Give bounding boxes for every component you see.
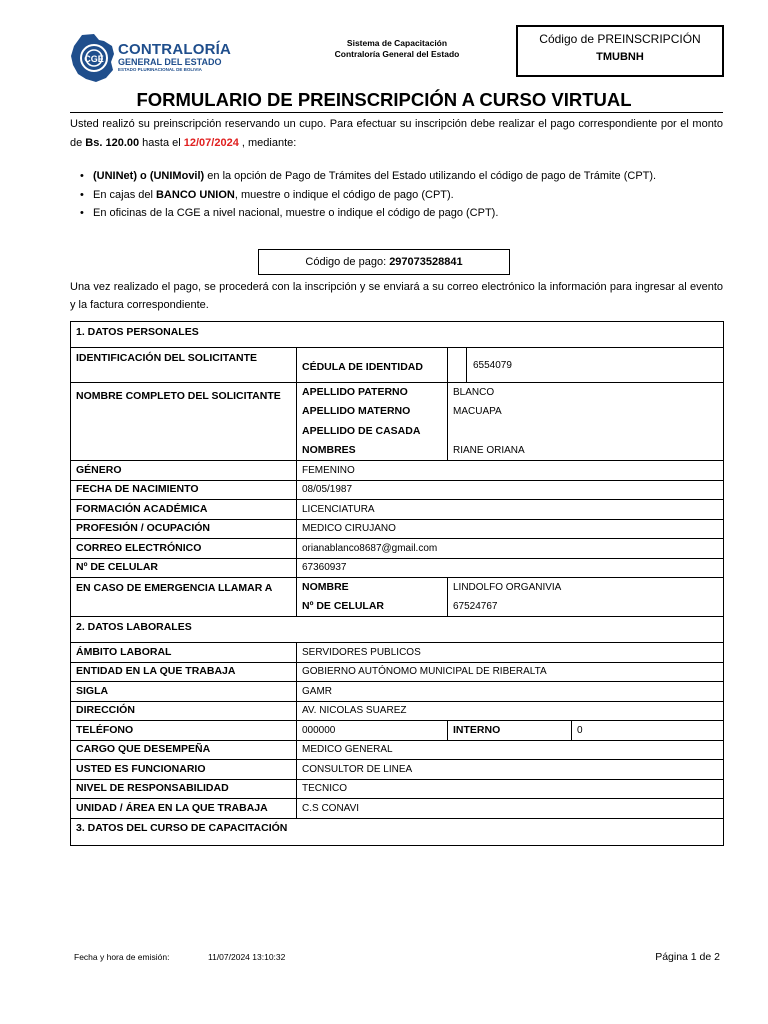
after-payment-text: Una vez realizado el pago, se procederá con la inscripción y se enviará a su correo electrónico la información para ingresar al evento y la factura correspondiente. [70, 281, 723, 311]
entity-value: GOBIERNO AUTÓNOMO MUNICIPAL DE RIBERALTA [297, 662, 724, 682]
system-name [322, 38, 472, 60]
emergency-phone-value: 67524767 [448, 597, 724, 617]
nombres-value: RIANE ORIANA [448, 441, 724, 461]
registration-form-table [70, 321, 724, 846]
unit-value: C.S CONAVI [297, 799, 724, 819]
section-personal-title: 1. DATOS PERSONALES [71, 322, 724, 348]
position-value: MEDICO GENERAL [297, 740, 724, 760]
intro-text-2: hasta el [139, 136, 184, 149]
paterno-label: APELLIDO PATERNO [297, 383, 448, 403]
birthdate-label: FECHA DE NACIMIENTO [71, 480, 297, 500]
position-label: CARGO QUE DESEMPEÑA [71, 740, 297, 760]
official-value: CONSULTOR DE LINEA [297, 760, 724, 780]
phone-value: 000000 [297, 721, 448, 741]
emergency-name-value: LINDOLFO ORGANIVIA [448, 578, 724, 598]
issued-label: Fecha y hora de emisión: [74, 952, 170, 962]
system-line-2: Contraloría General del Estado [334, 49, 460, 59]
casada-value [448, 422, 724, 442]
work-scope-label: ÁMBITO LABORAL [71, 643, 297, 663]
entity-label: ENTIDAD EN LA QUE TRABAJA [71, 662, 297, 682]
preinscription-code-label: Código de PREINSCRIPCIÓN [539, 32, 701, 46]
issued-value: 11/07/2024 13:10:32 [208, 952, 286, 962]
materno-label: APELLIDO MATERNO [297, 402, 448, 422]
payment-code-label: Código de pago: [305, 256, 390, 268]
address-value: AV. NICOLAS SUAREZ [297, 701, 724, 721]
id-value: 6554079 [473, 359, 512, 371]
id-type: CÉDULA DE IDENTIDAD [297, 348, 448, 383]
list-item: • En oficinas de la CGE a nivel nacional, muestre o indique el código de pago (CPT). [80, 204, 720, 223]
responsibility-label: NIVEL DE RESPONSABILIDAD [71, 779, 297, 799]
section-course-title: 3. DATOS DEL CURSO DE CAPACITACIÓN [71, 818, 724, 845]
nombres-label: NOMBRES [297, 441, 448, 461]
payment-deadline: 12/07/2024 [183, 136, 239, 149]
list-item: • En cajas del BANCO UNION, muestre o indique el código de pago (CPT). [80, 186, 720, 205]
extension-value: 0 [572, 721, 724, 741]
section-work-title: 2. DATOS LABORALES [71, 617, 724, 643]
fullname-label: NOMBRE COMPLETO DEL SOLICITANTE [71, 383, 297, 461]
id-label: IDENTIFICACIÓN DEL SOLICITANTE [71, 348, 297, 383]
logo-tiny-text: ESTADO PLURINACIONAL DE BOLIVIA [118, 67, 202, 72]
page-number: Página 1 de 2 [655, 951, 720, 963]
address-label: DIRECCIÓN [71, 701, 297, 721]
title-divider [70, 112, 723, 113]
email-value: orianablanco8687@gmail.com [297, 539, 724, 559]
payment-amount: Bs. 120.00 [85, 136, 140, 149]
education-label: FORMACIÓN ACADÉMICA [71, 500, 297, 520]
preinscription-code-box [516, 25, 724, 77]
responsibility-value: TECNICO [297, 779, 724, 799]
mobile-label: Nº DE CELULAR [71, 558, 297, 578]
intro-text-1: Usted realizó su preinscripción reservando un cupo. Para efectuar su inscripción debe realizar el pago correspondiente por el monto de [70, 118, 723, 149]
emergency-name-label: NOMBRE [297, 578, 448, 598]
birthdate-value: 08/05/1987 [297, 480, 724, 500]
official-label: USTED ES FUNCIONARIO [71, 760, 297, 780]
system-line-1: Sistema de Capacitación [346, 38, 448, 48]
work-scope-value: SERVIDORES PUBLICOS [297, 643, 724, 663]
logo-text [118, 42, 231, 73]
intro-text-3: , mediante: [238, 136, 297, 149]
phone-label: TELÉFONO [71, 721, 297, 741]
extension-label: INTERNO [448, 721, 572, 741]
mobile-value: 67360937 [297, 558, 724, 578]
payment-code-box [258, 249, 510, 275]
casada-label: APELLIDO DE CASADA [297, 422, 448, 442]
intro-paragraph [70, 115, 723, 152]
preinscription-code-value: TMUBNH [596, 51, 644, 63]
gender-value: FEMENINO [297, 461, 724, 481]
materno-value: MACUAPA [448, 402, 724, 422]
paterno-value: BLANCO [448, 383, 724, 403]
page-title: FORMULARIO DE PREINSCRIPCIÓN A CURSO VIRTUAL [136, 89, 632, 110]
gender-label: GÉNERO [71, 461, 297, 481]
payment-code-value: 297073528841 [389, 256, 463, 268]
unit-label: UNIDAD / ÁREA EN LA QUE TRABAJA [71, 799, 297, 819]
emergency-label: EN CASO DE EMERGENCIA LLAMAR A [71, 578, 297, 617]
email-label: CORREO ELECTRÓNICO [71, 539, 297, 559]
acronym-value: GAMR [297, 682, 724, 702]
emergency-phone-label: Nº DE CELULAR [297, 597, 448, 617]
acronym-label: SIGLA [71, 682, 297, 702]
profession-label: PROFESIÓN / OCUPACIÓN [71, 519, 297, 539]
svg-text:CGE: CGE [84, 54, 104, 64]
list-item: • (UNINet) o (UNIMovil) en la opción de Pago de Trámites del Estado utilizando el código de pago de Trámite (CPT). [80, 167, 720, 186]
payment-methods-list [80, 167, 720, 223]
logo-main-text: CONTRALORÍA [118, 41, 232, 58]
education-value: LICENCIATURA [297, 500, 724, 520]
profession-value: MEDICO CIRUJANO [297, 519, 724, 539]
logo-sub-text: GENERAL DEL ESTADO [118, 57, 222, 67]
